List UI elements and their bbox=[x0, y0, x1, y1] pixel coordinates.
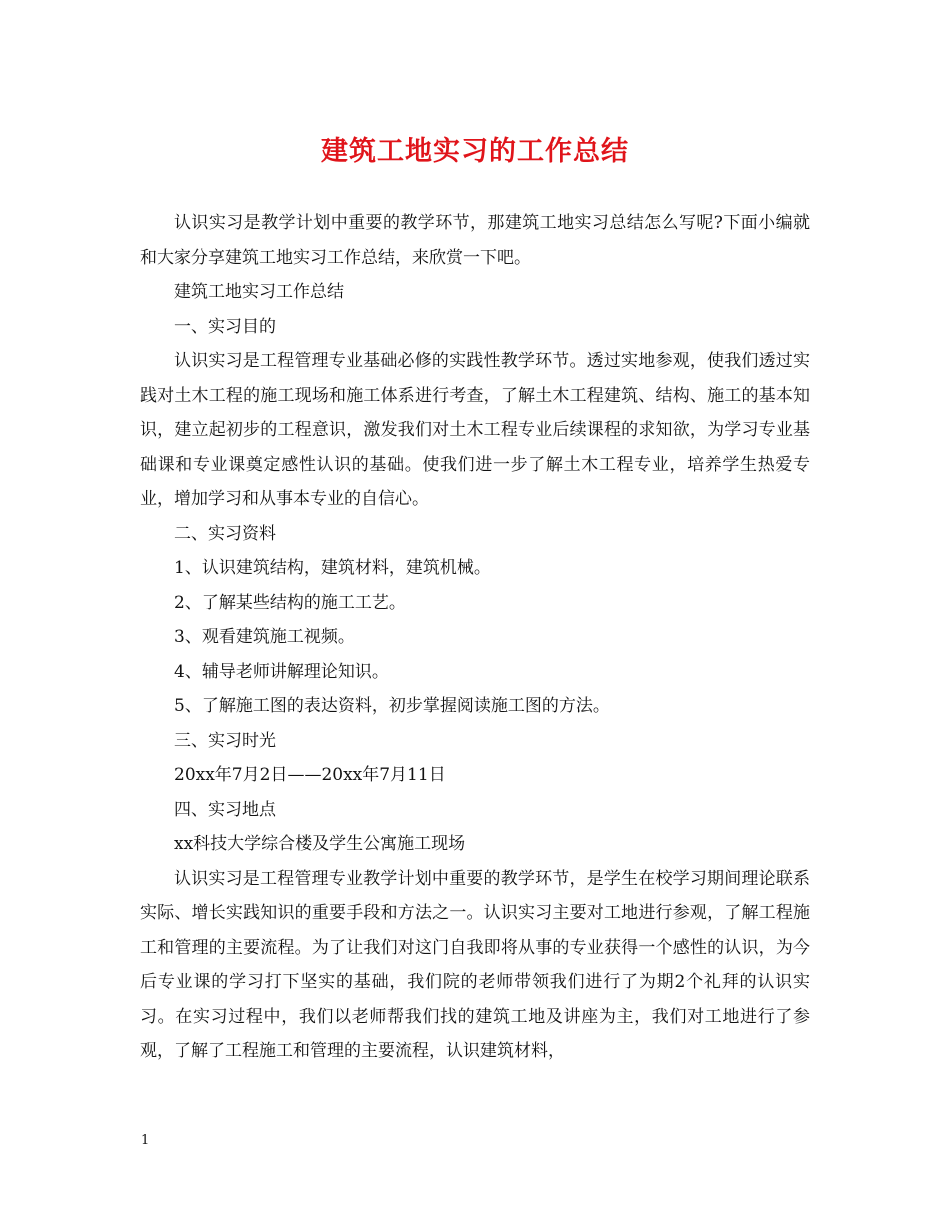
section-heading-location: 四、实习地点 bbox=[174, 799, 276, 820]
section-heading-purpose: 一、实习目的 bbox=[174, 316, 276, 337]
paragraph-intro: 认识实习是教学计划中重要的教学环节，那建筑工地实习总结怎么写呢?下面小编就和大家分享建筑工地实习工作总结，来欣赏一下吧。 bbox=[140, 213, 810, 268]
list-item: 5、了解施工图的表达资料，初步掌握阅读施工图的方法。 bbox=[174, 696, 610, 716]
paragraph-subtitle: 建筑工地实习工作总结 bbox=[174, 282, 344, 302]
section-heading-time: 三、实习时光 bbox=[174, 730, 276, 751]
document-body bbox=[140, 206, 810, 1069]
paragraph-overview: 认识实习是工程管理专业教学计划中重要的教学环节，是学生在校学习期间理论联系实际、增长实践知识的重要手段和方法之一。认识实习主要对工地进行参观，了解工程施工和管理的主要流程。为了让我们对这门自我即将从事的专业获得一个感性的认识，为今后专业课的学习打下坚实的基础，我们院的老师带领我们进行了为期2个礼拜的认识实习。在实习过程中，我们以老师帮我们找的建筑工地及讲座为主，我们对工地进行了参观，了解了工程施工和管理的主要流程，认识建筑材料， bbox=[140, 868, 810, 1061]
paragraph-purpose: 认识实习是工程管理专业基础必修的实践性教学环节。透过实地参观，使我们透过实践对土木工程的施工现场和施工体系进行考查，了解土木工程建筑、结构、施工的基本知识，建立起初步的工程意识，激发我们对土木工程专业后续课程的求知欲，为学习专业基础课和专业课奠定感性认识的基础。使我们进一步了解土木工程专业，培养学生热爱专业，增加学习和从事本专业的自信心。 bbox=[140, 351, 810, 509]
list-item: 3、观看建筑施工视频。 bbox=[174, 627, 355, 647]
document-title: 建筑工地实习的工作总结 bbox=[321, 136, 629, 167]
paragraph-time: 20xx年7月2日——20xx年7月11日 bbox=[174, 765, 446, 785]
list-item: 1、认识建筑结构，建筑材料，建筑机械。 bbox=[174, 558, 491, 578]
list-item: 4、辅导老师讲解理论知识。 bbox=[174, 661, 389, 682]
list-item: 2、了解某些结构的施工工艺。 bbox=[174, 592, 406, 613]
paragraph-location: xx科技大学综合楼及学生公寓施工现场 bbox=[174, 834, 466, 854]
page-number: 1 bbox=[141, 1133, 150, 1148]
section-heading-materials: 二、实习资料 bbox=[174, 523, 276, 544]
